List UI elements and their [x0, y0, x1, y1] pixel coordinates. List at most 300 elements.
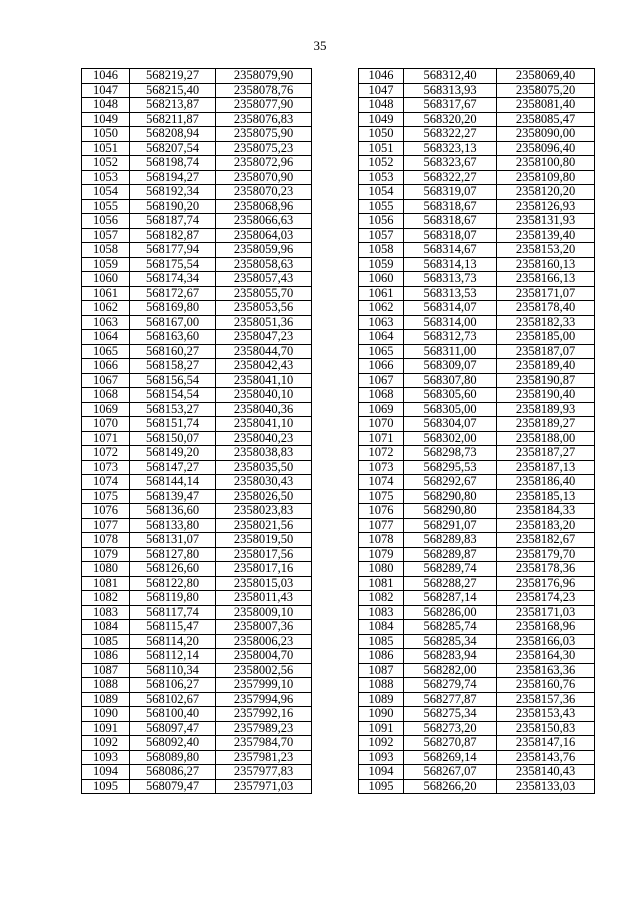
right-y-coordinate-cell: 2358187,07 [497, 344, 595, 359]
left-x-coordinate-cell: 568086,27 [130, 765, 216, 780]
column-spacer [312, 257, 359, 272]
column-spacer [312, 576, 359, 591]
table-row [82, 315, 595, 330]
table-row [82, 69, 595, 84]
right-y-coordinate-cell: 2358166,03 [497, 634, 595, 649]
right-point-number-cell: 1088 [359, 678, 404, 693]
right-y-coordinate-cell: 2358153,20 [497, 243, 595, 258]
left-x-coordinate-cell: 568089,80 [130, 750, 216, 765]
left-point-number-cell: 1083 [82, 605, 130, 620]
right-y-coordinate-cell: 2358160,13 [497, 257, 595, 272]
column-spacer [312, 185, 359, 200]
column-spacer [312, 301, 359, 316]
right-point-number-cell: 1062 [359, 301, 404, 316]
table-row [82, 112, 595, 127]
right-y-coordinate-cell: 2358126,93 [497, 199, 595, 214]
left-point-number-cell: 1055 [82, 199, 130, 214]
left-point-number-cell: 1078 [82, 533, 130, 548]
column-spacer [312, 417, 359, 432]
table-row [82, 721, 595, 736]
column-spacer [312, 620, 359, 635]
column-spacer [312, 199, 359, 214]
right-x-coordinate-cell: 568267,07 [404, 765, 497, 780]
left-point-number-cell: 1072 [82, 446, 130, 461]
right-point-number-cell: 1089 [359, 692, 404, 707]
right-y-coordinate-cell: 2358100,80 [497, 156, 595, 171]
left-point-number-cell: 1065 [82, 344, 130, 359]
table-row [82, 663, 595, 678]
right-x-coordinate-cell: 568317,67 [404, 98, 497, 113]
left-point-number-cell: 1051 [82, 141, 130, 156]
left-point-number-cell: 1071 [82, 431, 130, 446]
column-spacer [312, 533, 359, 548]
left-y-coordinate-cell: 2358017,56 [216, 547, 312, 562]
left-x-coordinate-cell: 568092,40 [130, 736, 216, 751]
right-point-number-cell: 1055 [359, 199, 404, 214]
right-point-number-cell: 1060 [359, 272, 404, 287]
right-point-number-cell: 1057 [359, 228, 404, 243]
left-x-coordinate-cell: 568154,54 [130, 388, 216, 403]
right-point-number-cell: 1075 [359, 489, 404, 504]
right-x-coordinate-cell: 568313,93 [404, 83, 497, 98]
right-y-coordinate-cell: 2358185,13 [497, 489, 595, 504]
column-spacer [312, 156, 359, 171]
right-x-coordinate-cell: 568313,53 [404, 286, 497, 301]
right-y-coordinate-cell: 2358085,47 [497, 112, 595, 127]
left-y-coordinate-cell: 2358076,83 [216, 112, 312, 127]
right-x-coordinate-cell: 568289,74 [404, 562, 497, 577]
left-y-coordinate-cell: 2358040,36 [216, 402, 312, 417]
table-row [82, 460, 595, 475]
column-spacer [312, 228, 359, 243]
table-row [82, 431, 595, 446]
left-point-number-cell: 1061 [82, 286, 130, 301]
right-x-coordinate-cell: 568314,00 [404, 315, 497, 330]
left-x-coordinate-cell: 568119,80 [130, 591, 216, 606]
left-x-coordinate-cell: 568167,00 [130, 315, 216, 330]
right-x-coordinate-cell: 568302,00 [404, 431, 497, 446]
left-point-number-cell: 1077 [82, 518, 130, 533]
right-y-coordinate-cell: 2358176,96 [497, 576, 595, 591]
left-point-number-cell: 1052 [82, 156, 130, 171]
right-point-number-cell: 1090 [359, 707, 404, 722]
left-y-coordinate-cell: 2358038,83 [216, 446, 312, 461]
left-y-coordinate-cell: 2357981,23 [216, 750, 312, 765]
left-y-coordinate-cell: 2358041,10 [216, 373, 312, 388]
column-spacer [312, 98, 359, 113]
left-y-coordinate-cell: 2358053,56 [216, 301, 312, 316]
column-spacer [312, 69, 359, 84]
column-spacer [312, 678, 359, 693]
table-row [82, 228, 595, 243]
left-x-coordinate-cell: 568110,34 [130, 663, 216, 678]
left-point-number-cell: 1088 [82, 678, 130, 693]
column-spacer [312, 750, 359, 765]
right-y-coordinate-cell: 2358186,40 [497, 475, 595, 490]
column-spacer [312, 547, 359, 562]
column-spacer [312, 736, 359, 751]
left-point-number-cell: 1049 [82, 112, 130, 127]
left-y-coordinate-cell: 2357984,70 [216, 736, 312, 751]
table-row [82, 141, 595, 156]
right-point-number-cell: 1091 [359, 721, 404, 736]
left-point-number-cell: 1068 [82, 388, 130, 403]
right-x-coordinate-cell: 568285,34 [404, 634, 497, 649]
right-point-number-cell: 1077 [359, 518, 404, 533]
right-x-coordinate-cell: 568289,87 [404, 547, 497, 562]
table-row [82, 605, 595, 620]
table-row [82, 649, 595, 664]
right-point-number-cell: 1083 [359, 605, 404, 620]
left-x-coordinate-cell: 568190,20 [130, 199, 216, 214]
right-x-coordinate-cell: 568292,67 [404, 475, 497, 490]
column-spacer [312, 127, 359, 142]
left-x-coordinate-cell: 568106,27 [130, 678, 216, 693]
right-x-coordinate-cell: 568269,14 [404, 750, 497, 765]
right-x-coordinate-cell: 568309,07 [404, 359, 497, 374]
right-point-number-cell: 1074 [359, 475, 404, 490]
right-x-coordinate-cell: 568318,67 [404, 214, 497, 229]
table-row [82, 489, 595, 504]
right-point-number-cell: 1087 [359, 663, 404, 678]
right-y-coordinate-cell: 2358133,03 [497, 779, 595, 794]
right-x-coordinate-cell: 568318,67 [404, 199, 497, 214]
right-x-coordinate-cell: 568304,07 [404, 417, 497, 432]
column-spacer [312, 562, 359, 577]
right-x-coordinate-cell: 568287,14 [404, 591, 497, 606]
table-row [82, 576, 595, 591]
table-row [82, 185, 595, 200]
left-y-coordinate-cell: 2358030,43 [216, 475, 312, 490]
right-y-coordinate-cell: 2358178,40 [497, 301, 595, 316]
left-point-number-cell: 1056 [82, 214, 130, 229]
table-row [82, 591, 595, 606]
left-y-coordinate-cell: 2357977,83 [216, 765, 312, 780]
left-y-coordinate-cell: 2358040,23 [216, 431, 312, 446]
left-x-coordinate-cell: 568112,14 [130, 649, 216, 664]
left-y-coordinate-cell: 2358079,90 [216, 69, 312, 84]
right-y-coordinate-cell: 2358120,20 [497, 185, 595, 200]
right-point-number-cell: 1048 [359, 98, 404, 113]
right-x-coordinate-cell: 568277,87 [404, 692, 497, 707]
left-point-number-cell: 1089 [82, 692, 130, 707]
table-row [82, 243, 595, 258]
right-y-coordinate-cell: 2358168,96 [497, 620, 595, 635]
right-point-number-cell: 1069 [359, 402, 404, 417]
left-x-coordinate-cell: 568149,20 [130, 446, 216, 461]
left-x-coordinate-cell: 568147,27 [130, 460, 216, 475]
left-y-coordinate-cell: 2358070,90 [216, 170, 312, 185]
left-y-coordinate-cell: 2358041,10 [216, 417, 312, 432]
left-point-number-cell: 1066 [82, 359, 130, 374]
left-x-coordinate-cell: 568160,27 [130, 344, 216, 359]
left-y-coordinate-cell: 2358023,83 [216, 504, 312, 519]
column-spacer [312, 388, 359, 403]
right-point-number-cell: 1070 [359, 417, 404, 432]
right-y-coordinate-cell: 2358096,40 [497, 141, 595, 156]
right-x-coordinate-cell: 568273,20 [404, 721, 497, 736]
left-x-coordinate-cell: 568207,54 [130, 141, 216, 156]
left-point-number-cell: 1074 [82, 475, 130, 490]
column-spacer [312, 214, 359, 229]
right-point-number-cell: 1058 [359, 243, 404, 258]
table-row [82, 199, 595, 214]
column-spacer [312, 272, 359, 287]
right-y-coordinate-cell: 2358185,00 [497, 330, 595, 345]
left-x-coordinate-cell: 568174,34 [130, 272, 216, 287]
table-row [82, 257, 595, 272]
right-x-coordinate-cell: 568320,20 [404, 112, 497, 127]
right-point-number-cell: 1068 [359, 388, 404, 403]
right-y-coordinate-cell: 2358069,40 [497, 69, 595, 84]
table-row [82, 402, 595, 417]
left-point-number-cell: 1090 [82, 707, 130, 722]
left-y-coordinate-cell: 2358047,23 [216, 330, 312, 345]
column-spacer [312, 663, 359, 678]
right-point-number-cell: 1092 [359, 736, 404, 751]
column-spacer [312, 779, 359, 794]
right-x-coordinate-cell: 568313,73 [404, 272, 497, 287]
column-spacer [312, 489, 359, 504]
column-spacer [312, 243, 359, 258]
left-point-number-cell: 1064 [82, 330, 130, 345]
column-spacer [312, 649, 359, 664]
left-x-coordinate-cell: 568192,34 [130, 185, 216, 200]
right-x-coordinate-cell: 568298,73 [404, 446, 497, 461]
left-x-coordinate-cell: 568187,74 [130, 214, 216, 229]
left-y-coordinate-cell: 2358051,36 [216, 315, 312, 330]
left-point-number-cell: 1073 [82, 460, 130, 475]
right-x-coordinate-cell: 568314,67 [404, 243, 497, 258]
table-row [82, 707, 595, 722]
left-x-coordinate-cell: 568175,54 [130, 257, 216, 272]
right-y-coordinate-cell: 2358081,40 [497, 98, 595, 113]
right-x-coordinate-cell: 568288,27 [404, 576, 497, 591]
right-y-coordinate-cell: 2358189,40 [497, 359, 595, 374]
right-point-number-cell: 1094 [359, 765, 404, 780]
left-y-coordinate-cell: 2357992,16 [216, 707, 312, 722]
left-y-coordinate-cell: 2358072,96 [216, 156, 312, 171]
left-y-coordinate-cell: 2358075,90 [216, 127, 312, 142]
right-x-coordinate-cell: 568270,87 [404, 736, 497, 751]
right-y-coordinate-cell: 2358189,27 [497, 417, 595, 432]
left-x-coordinate-cell: 568133,80 [130, 518, 216, 533]
right-point-number-cell: 1051 [359, 141, 404, 156]
left-x-coordinate-cell: 568122,80 [130, 576, 216, 591]
left-x-coordinate-cell: 568144,14 [130, 475, 216, 490]
right-y-coordinate-cell: 2358184,33 [497, 504, 595, 519]
left-x-coordinate-cell: 568182,87 [130, 228, 216, 243]
left-point-number-cell: 1058 [82, 243, 130, 258]
left-y-coordinate-cell: 2358006,23 [216, 634, 312, 649]
left-y-coordinate-cell: 2358019,50 [216, 533, 312, 548]
left-x-coordinate-cell: 568208,94 [130, 127, 216, 142]
left-point-number-cell: 1082 [82, 591, 130, 606]
left-y-coordinate-cell: 2358078,76 [216, 83, 312, 98]
left-x-coordinate-cell: 568219,27 [130, 69, 216, 84]
right-y-coordinate-cell: 2358179,70 [497, 547, 595, 562]
right-x-coordinate-cell: 568322,27 [404, 170, 497, 185]
left-x-coordinate-cell: 568139,47 [130, 489, 216, 504]
right-point-number-cell: 1046 [359, 69, 404, 84]
column-spacer [312, 431, 359, 446]
column-spacer [312, 170, 359, 185]
right-point-number-cell: 1063 [359, 315, 404, 330]
left-point-number-cell: 1095 [82, 779, 130, 794]
right-y-coordinate-cell: 2358150,83 [497, 721, 595, 736]
right-point-number-cell: 1065 [359, 344, 404, 359]
left-point-number-cell: 1085 [82, 634, 130, 649]
table-row [82, 359, 595, 374]
left-y-coordinate-cell: 2357999,10 [216, 678, 312, 693]
right-y-coordinate-cell: 2358182,67 [497, 533, 595, 548]
table-row [82, 475, 595, 490]
table-row [82, 692, 595, 707]
left-x-coordinate-cell: 568158,27 [130, 359, 216, 374]
right-y-coordinate-cell: 2358174,23 [497, 591, 595, 606]
right-point-number-cell: 1085 [359, 634, 404, 649]
left-point-number-cell: 1050 [82, 127, 130, 142]
right-x-coordinate-cell: 568305,60 [404, 388, 497, 403]
table-row [82, 504, 595, 519]
right-y-coordinate-cell: 2358153,43 [497, 707, 595, 722]
table-row [82, 170, 595, 185]
table-row [82, 779, 595, 794]
column-spacer [312, 112, 359, 127]
column-spacer [312, 707, 359, 722]
left-point-number-cell: 1047 [82, 83, 130, 98]
column-spacer [312, 504, 359, 519]
coordinates-table-body [82, 69, 595, 794]
right-point-number-cell: 1076 [359, 504, 404, 519]
right-point-number-cell: 1082 [359, 591, 404, 606]
left-x-coordinate-cell: 568114,20 [130, 634, 216, 649]
right-point-number-cell: 1093 [359, 750, 404, 765]
left-x-coordinate-cell: 568211,87 [130, 112, 216, 127]
left-point-number-cell: 1053 [82, 170, 130, 185]
left-y-coordinate-cell: 2358004,70 [216, 649, 312, 664]
left-point-number-cell: 1087 [82, 663, 130, 678]
table-row [82, 518, 595, 533]
table-row [82, 388, 595, 403]
left-y-coordinate-cell: 2357989,23 [216, 721, 312, 736]
right-point-number-cell: 1059 [359, 257, 404, 272]
right-y-coordinate-cell: 2358182,33 [497, 315, 595, 330]
right-x-coordinate-cell: 568290,80 [404, 504, 497, 519]
right-y-coordinate-cell: 2358189,93 [497, 402, 595, 417]
right-y-coordinate-cell: 2358143,76 [497, 750, 595, 765]
column-spacer [312, 83, 359, 98]
right-y-coordinate-cell: 2358190,87 [497, 373, 595, 388]
left-y-coordinate-cell: 2358026,50 [216, 489, 312, 504]
right-point-number-cell: 1078 [359, 533, 404, 548]
left-point-number-cell: 1079 [82, 547, 130, 562]
left-x-coordinate-cell: 568156,54 [130, 373, 216, 388]
left-point-number-cell: 1069 [82, 402, 130, 417]
table-row [82, 736, 595, 751]
right-y-coordinate-cell: 2358183,20 [497, 518, 595, 533]
left-point-number-cell: 1080 [82, 562, 130, 577]
left-y-coordinate-cell: 2358068,96 [216, 199, 312, 214]
left-point-number-cell: 1091 [82, 721, 130, 736]
right-y-coordinate-cell: 2358171,07 [497, 286, 595, 301]
right-y-coordinate-cell: 2358140,43 [497, 765, 595, 780]
left-y-coordinate-cell: 2358059,96 [216, 243, 312, 258]
right-y-coordinate-cell: 2358075,20 [497, 83, 595, 98]
left-x-coordinate-cell: 568079,47 [130, 779, 216, 794]
left-y-coordinate-cell: 2358040,10 [216, 388, 312, 403]
column-spacer [312, 315, 359, 330]
left-point-number-cell: 1060 [82, 272, 130, 287]
left-point-number-cell: 1086 [82, 649, 130, 664]
column-spacer [312, 344, 359, 359]
left-point-number-cell: 1046 [82, 69, 130, 84]
left-point-number-cell: 1076 [82, 504, 130, 519]
left-y-coordinate-cell: 2358075,23 [216, 141, 312, 156]
left-y-coordinate-cell: 2358077,90 [216, 98, 312, 113]
table-row [82, 620, 595, 635]
left-y-coordinate-cell: 2358058,63 [216, 257, 312, 272]
coordinates-table [81, 68, 595, 794]
left-y-coordinate-cell: 2358055,70 [216, 286, 312, 301]
right-y-coordinate-cell: 2358163,36 [497, 663, 595, 678]
left-x-coordinate-cell: 568117,74 [130, 605, 216, 620]
left-x-coordinate-cell: 568163,60 [130, 330, 216, 345]
left-y-coordinate-cell: 2358044,70 [216, 344, 312, 359]
right-x-coordinate-cell: 568322,27 [404, 127, 497, 142]
left-point-number-cell: 1070 [82, 417, 130, 432]
left-y-coordinate-cell: 2358070,23 [216, 185, 312, 200]
right-x-coordinate-cell: 568283,94 [404, 649, 497, 664]
left-y-coordinate-cell: 2358007,36 [216, 620, 312, 635]
right-point-number-cell: 1061 [359, 286, 404, 301]
table-row [82, 344, 595, 359]
right-x-coordinate-cell: 568266,20 [404, 779, 497, 794]
table-row [82, 634, 595, 649]
right-point-number-cell: 1081 [359, 576, 404, 591]
right-y-coordinate-cell: 2358188,00 [497, 431, 595, 446]
table-row [82, 127, 595, 142]
left-x-coordinate-cell: 568150,07 [130, 431, 216, 446]
right-x-coordinate-cell: 568282,00 [404, 663, 497, 678]
right-y-coordinate-cell: 2358131,93 [497, 214, 595, 229]
right-y-coordinate-cell: 2358187,27 [497, 446, 595, 461]
right-point-number-cell: 1066 [359, 359, 404, 374]
right-x-coordinate-cell: 568275,34 [404, 707, 497, 722]
table-row [82, 286, 595, 301]
left-point-number-cell: 1048 [82, 98, 130, 113]
column-spacer [312, 286, 359, 301]
column-spacer [312, 605, 359, 620]
right-y-coordinate-cell: 2358109,80 [497, 170, 595, 185]
left-y-coordinate-cell: 2357994,96 [216, 692, 312, 707]
column-spacer [312, 373, 359, 388]
right-point-number-cell: 1086 [359, 649, 404, 664]
left-y-coordinate-cell: 2358064,03 [216, 228, 312, 243]
table-row [82, 214, 595, 229]
table-row [82, 301, 595, 316]
page-number: 35 [313, 38, 327, 53]
right-point-number-cell: 1095 [359, 779, 404, 794]
right-x-coordinate-cell: 568311,00 [404, 344, 497, 359]
left-point-number-cell: 1081 [82, 576, 130, 591]
right-point-number-cell: 1071 [359, 431, 404, 446]
left-x-coordinate-cell: 568102,67 [130, 692, 216, 707]
left-point-number-cell: 1063 [82, 315, 130, 330]
right-x-coordinate-cell: 568318,07 [404, 228, 497, 243]
right-point-number-cell: 1084 [359, 620, 404, 635]
left-point-number-cell: 1093 [82, 750, 130, 765]
